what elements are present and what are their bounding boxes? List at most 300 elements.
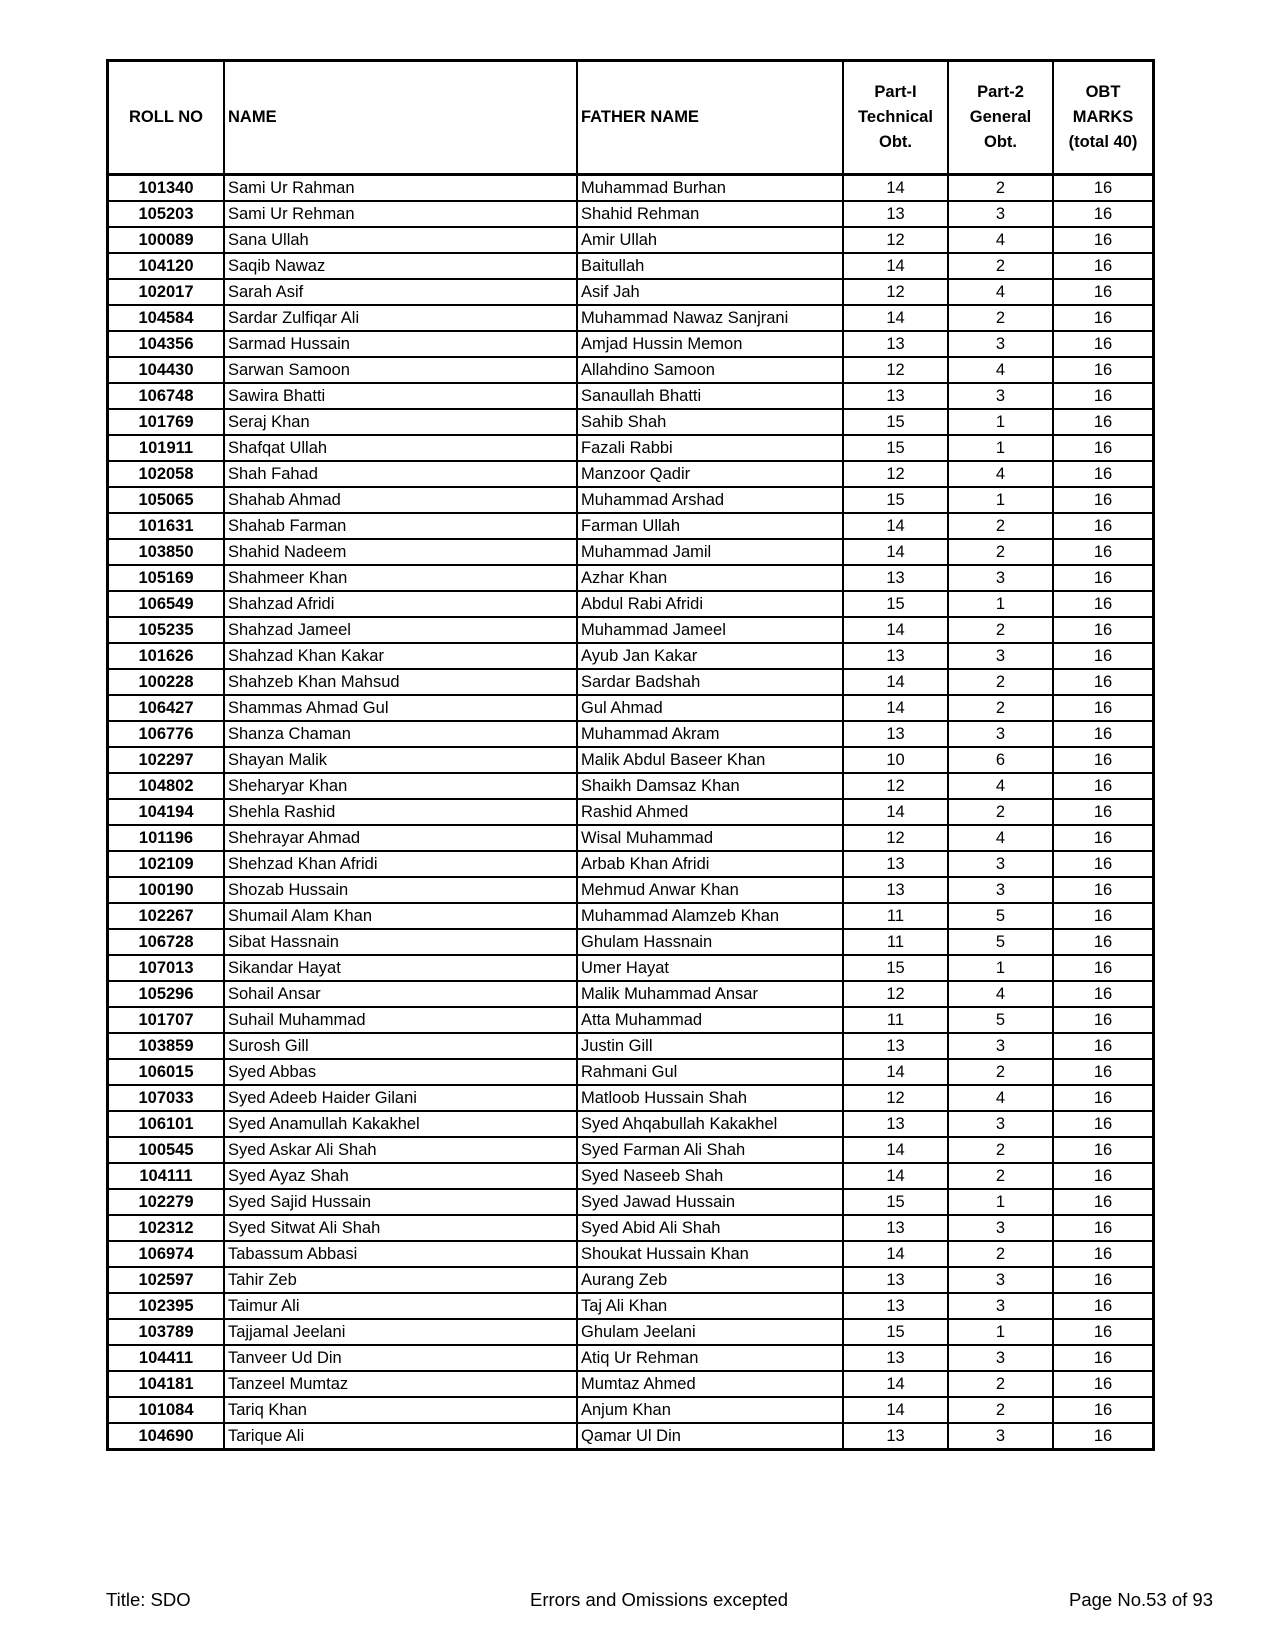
cell-part1-technical: 15 xyxy=(843,1319,948,1345)
cell-name: Sami Ur Rehman xyxy=(224,201,577,227)
cell-father-name: Muhammad Jameel xyxy=(577,617,843,643)
cell-father-name: Amjad Hussin Memon xyxy=(577,331,843,357)
cell-part1-technical: 14 xyxy=(843,1397,948,1423)
table-row xyxy=(108,1371,1154,1397)
cell-name: Syed Anamullah Kakakhel xyxy=(224,1111,577,1137)
header-part1-line: Part-I xyxy=(874,83,917,101)
cell-father-name: Muhammad Akram xyxy=(577,721,843,747)
cell-roll-no: 102312 xyxy=(108,1215,225,1241)
cell-part2-general: 1 xyxy=(948,487,1053,513)
table-row xyxy=(108,279,1154,305)
cell-part2-general: 4 xyxy=(948,357,1053,383)
table-row xyxy=(108,409,1154,435)
header-roll-no: ROLL NO xyxy=(108,61,225,175)
cell-father-name: Malik Muhammad Ansar xyxy=(577,981,843,1007)
table-row xyxy=(108,305,1154,331)
table-row xyxy=(108,1319,1154,1345)
cell-father-name: Rashid Ahmed xyxy=(577,799,843,825)
cell-roll-no: 101626 xyxy=(108,643,225,669)
cell-roll-no: 101911 xyxy=(108,435,225,461)
cell-part1-technical: 14 xyxy=(843,617,948,643)
cell-obt-marks: 16 xyxy=(1053,825,1154,851)
cell-name: Saqib Nawaz xyxy=(224,253,577,279)
table-row xyxy=(108,539,1154,565)
cell-father-name: Malik Abdul Baseer Khan xyxy=(577,747,843,773)
cell-roll-no: 104690 xyxy=(108,1423,225,1450)
cell-name: Syed Adeeb Haider Gilani xyxy=(224,1085,577,1111)
cell-obt-marks: 16 xyxy=(1053,383,1154,409)
header-part2-general xyxy=(948,61,1053,175)
cell-father-name: Umer Hayat xyxy=(577,955,843,981)
cell-obt-marks: 16 xyxy=(1053,487,1154,513)
cell-part1-technical: 14 xyxy=(843,1163,948,1189)
cell-roll-no: 101707 xyxy=(108,1007,225,1033)
cell-part1-technical: 11 xyxy=(843,929,948,955)
cell-part1-technical: 11 xyxy=(843,1007,948,1033)
table-row xyxy=(108,877,1154,903)
cell-part2-general: 3 xyxy=(948,383,1053,409)
cell-part1-technical: 13 xyxy=(843,1111,948,1137)
table-row xyxy=(108,1007,1154,1033)
cell-roll-no: 104194 xyxy=(108,799,225,825)
cell-father-name: Atiq Ur Rehman xyxy=(577,1345,843,1371)
cell-father-name: Rahmani Gul xyxy=(577,1059,843,1085)
cell-father-name: Muhammad Arshad xyxy=(577,487,843,513)
cell-obt-marks: 16 xyxy=(1053,461,1154,487)
cell-father-name: Ayub Jan Kakar xyxy=(577,643,843,669)
cell-father-name: Manzoor Qadir xyxy=(577,461,843,487)
cell-roll-no: 100190 xyxy=(108,877,225,903)
cell-name: Shahmeer Khan xyxy=(224,565,577,591)
cell-part2-general: 4 xyxy=(948,461,1053,487)
cell-father-name: Gul Ahmad xyxy=(577,695,843,721)
table-row xyxy=(108,1267,1154,1293)
table-row xyxy=(108,1345,1154,1371)
cell-roll-no: 103789 xyxy=(108,1319,225,1345)
cell-obt-marks: 16 xyxy=(1053,877,1154,903)
cell-father-name: Syed Jawad Hussain xyxy=(577,1189,843,1215)
table-row xyxy=(108,591,1154,617)
cell-name: Sheharyar Khan xyxy=(224,773,577,799)
cell-obt-marks: 16 xyxy=(1053,175,1154,202)
cell-roll-no: 105235 xyxy=(108,617,225,643)
table-row xyxy=(108,773,1154,799)
table-row xyxy=(108,825,1154,851)
cell-obt-marks: 16 xyxy=(1053,1059,1154,1085)
cell-roll-no: 104120 xyxy=(108,253,225,279)
cell-father-name: Asif Jah xyxy=(577,279,843,305)
table-row xyxy=(108,695,1154,721)
cell-father-name: Syed Ahqabullah Kakakhel xyxy=(577,1111,843,1137)
cell-part1-technical: 12 xyxy=(843,227,948,253)
cell-name: Shahzad Afridi xyxy=(224,591,577,617)
cell-obt-marks: 16 xyxy=(1053,1267,1154,1293)
cell-part2-general: 2 xyxy=(948,1397,1053,1423)
cell-name: Surosh Gill xyxy=(224,1033,577,1059)
cell-obt-marks: 16 xyxy=(1053,227,1154,253)
cell-obt-marks: 16 xyxy=(1053,539,1154,565)
cell-name: Shahab Ahmad xyxy=(224,487,577,513)
cell-roll-no: 105296 xyxy=(108,981,225,1007)
cell-part1-technical: 14 xyxy=(843,539,948,565)
table-row xyxy=(108,1293,1154,1319)
cell-part2-general: 3 xyxy=(948,1215,1053,1241)
cell-father-name: Taj Ali Khan xyxy=(577,1293,843,1319)
header-part2-line: Part-2 xyxy=(977,83,1024,101)
cell-roll-no: 102058 xyxy=(108,461,225,487)
cell-father-name: Justin Gill xyxy=(577,1033,843,1059)
table-row xyxy=(108,1111,1154,1137)
cell-roll-no: 101631 xyxy=(108,513,225,539)
header-part2-line: General xyxy=(969,108,1032,126)
cell-part1-technical: 12 xyxy=(843,357,948,383)
cell-father-name: Mehmud Anwar Khan xyxy=(577,877,843,903)
cell-part1-technical: 14 xyxy=(843,175,948,202)
cell-part2-general: 1 xyxy=(948,1319,1053,1345)
table-row xyxy=(108,929,1154,955)
cell-part1-technical: 13 xyxy=(843,383,948,409)
cell-part1-technical: 13 xyxy=(843,1423,948,1450)
cell-part2-general: 4 xyxy=(948,773,1053,799)
cell-obt-marks: 16 xyxy=(1053,929,1154,955)
cell-name: Shanza Chaman xyxy=(224,721,577,747)
table-row xyxy=(108,1215,1154,1241)
cell-roll-no: 103850 xyxy=(108,539,225,565)
cell-part1-technical: 13 xyxy=(843,643,948,669)
cell-part2-general: 1 xyxy=(948,591,1053,617)
cell-part1-technical: 13 xyxy=(843,565,948,591)
cell-name: Sana Ullah xyxy=(224,227,577,253)
cell-roll-no: 100089 xyxy=(108,227,225,253)
cell-part1-technical: 15 xyxy=(843,955,948,981)
cell-part2-general: 2 xyxy=(948,513,1053,539)
cell-father-name: Ghulam Hassnain xyxy=(577,929,843,955)
cell-father-name: Syed Naseeb Shah xyxy=(577,1163,843,1189)
table-row xyxy=(108,1423,1154,1450)
cell-roll-no: 104584 xyxy=(108,305,225,331)
cell-father-name: Shahid Rehman xyxy=(577,201,843,227)
cell-father-name: Shaikh Damsaz Khan xyxy=(577,773,843,799)
table-row xyxy=(108,1085,1154,1111)
cell-roll-no: 106748 xyxy=(108,383,225,409)
cell-father-name: Atta Muhammad xyxy=(577,1007,843,1033)
footer-note: Errors and Omissions excepted xyxy=(530,1589,789,1610)
cell-father-name: Muhammad Nawaz Sanjrani xyxy=(577,305,843,331)
cell-part1-technical: 14 xyxy=(843,799,948,825)
cell-roll-no: 102109 xyxy=(108,851,225,877)
cell-part2-general: 1 xyxy=(948,435,1053,461)
cell-name: Shammas Ahmad Gul xyxy=(224,695,577,721)
cell-roll-no: 102279 xyxy=(108,1189,225,1215)
table-row xyxy=(108,461,1154,487)
cell-roll-no: 104181 xyxy=(108,1371,225,1397)
cell-part1-technical: 12 xyxy=(843,981,948,1007)
table-row xyxy=(108,903,1154,929)
cell-obt-marks: 16 xyxy=(1053,669,1154,695)
cell-obt-marks: 16 xyxy=(1053,253,1154,279)
table-row xyxy=(108,799,1154,825)
cell-father-name: Arbab Khan Afridi xyxy=(577,851,843,877)
cell-obt-marks: 16 xyxy=(1053,331,1154,357)
cell-name: Syed Abbas xyxy=(224,1059,577,1085)
cell-part1-technical: 13 xyxy=(843,1267,948,1293)
cell-part2-general: 5 xyxy=(948,1007,1053,1033)
cell-roll-no: 107033 xyxy=(108,1085,225,1111)
cell-part1-technical: 14 xyxy=(843,1241,948,1267)
cell-part1-technical: 13 xyxy=(843,1033,948,1059)
table-row xyxy=(108,617,1154,643)
cell-name: Shayan Malik xyxy=(224,747,577,773)
cell-part2-general: 2 xyxy=(948,175,1053,202)
cell-part2-general: 3 xyxy=(948,1033,1053,1059)
cell-obt-marks: 16 xyxy=(1053,1163,1154,1189)
table-row xyxy=(108,513,1154,539)
cell-obt-marks: 16 xyxy=(1053,1189,1154,1215)
table-row xyxy=(108,357,1154,383)
cell-obt-marks: 16 xyxy=(1053,201,1154,227)
cell-roll-no: 106427 xyxy=(108,695,225,721)
cell-name: Sikandar Hayat xyxy=(224,955,577,981)
cell-part2-general: 3 xyxy=(948,1293,1053,1319)
cell-part2-general: 3 xyxy=(948,1345,1053,1371)
cell-father-name: Allahdino Samoon xyxy=(577,357,843,383)
cell-obt-marks: 16 xyxy=(1053,565,1154,591)
cell-obt-marks: 16 xyxy=(1053,1137,1154,1163)
cell-father-name: Syed Abid Ali Shah xyxy=(577,1215,843,1241)
cell-roll-no: 100545 xyxy=(108,1137,225,1163)
table-row xyxy=(108,175,1154,202)
table-row xyxy=(108,1189,1154,1215)
cell-name: Sawira Bhatti xyxy=(224,383,577,409)
results-table xyxy=(106,59,1155,1451)
cell-name: Syed Sitwat Ali Shah xyxy=(224,1215,577,1241)
cell-obt-marks: 16 xyxy=(1053,955,1154,981)
cell-roll-no: 102267 xyxy=(108,903,225,929)
cell-part1-technical: 13 xyxy=(843,1345,948,1371)
cell-name: Sami Ur Rahman xyxy=(224,175,577,202)
cell-part2-general: 3 xyxy=(948,1111,1053,1137)
cell-part1-technical: 14 xyxy=(843,305,948,331)
table-row xyxy=(108,721,1154,747)
cell-name: Shafqat Ullah xyxy=(224,435,577,461)
cell-part1-technical: 14 xyxy=(843,1371,948,1397)
cell-name: Shahzad Khan Kakar xyxy=(224,643,577,669)
cell-part1-technical: 10 xyxy=(843,747,948,773)
cell-part2-general: 3 xyxy=(948,1267,1053,1293)
cell-part1-technical: 15 xyxy=(843,435,948,461)
cell-roll-no: 104802 xyxy=(108,773,225,799)
table-row xyxy=(108,487,1154,513)
header-row xyxy=(108,61,1154,175)
cell-name: Tahir Zeb xyxy=(224,1267,577,1293)
cell-father-name: Qamar Ul Din xyxy=(577,1423,843,1450)
cell-name: Shah Fahad xyxy=(224,461,577,487)
cell-name: Sibat Hassnain xyxy=(224,929,577,955)
cell-father-name: Wisal Muhammad xyxy=(577,825,843,851)
header-part1-technical xyxy=(843,61,948,175)
cell-part2-general: 2 xyxy=(948,669,1053,695)
cell-obt-marks: 16 xyxy=(1053,1033,1154,1059)
cell-father-name: Sanaullah Bhatti xyxy=(577,383,843,409)
cell-obt-marks: 16 xyxy=(1053,591,1154,617)
table-row xyxy=(108,851,1154,877)
cell-father-name: Azhar Khan xyxy=(577,565,843,591)
table-row xyxy=(108,1059,1154,1085)
cell-father-name: Ghulam Jeelani xyxy=(577,1319,843,1345)
cell-obt-marks: 16 xyxy=(1053,1007,1154,1033)
cell-roll-no: 105203 xyxy=(108,201,225,227)
cell-roll-no: 103859 xyxy=(108,1033,225,1059)
cell-part1-technical: 14 xyxy=(843,695,948,721)
header-father-name: FATHER NAME xyxy=(577,61,843,175)
cell-obt-marks: 16 xyxy=(1053,279,1154,305)
cell-obt-marks: 16 xyxy=(1053,357,1154,383)
cell-part2-general: 2 xyxy=(948,617,1053,643)
cell-obt-marks: 16 xyxy=(1053,1345,1154,1371)
cell-part2-general: 2 xyxy=(948,253,1053,279)
cell-father-name: Farman Ullah xyxy=(577,513,843,539)
cell-name: Shahzeb Khan Mahsud xyxy=(224,669,577,695)
cell-part2-general: 3 xyxy=(948,565,1053,591)
footer-page-number: Page No.53 of 93 xyxy=(1069,1589,1213,1610)
cell-name: Taimur Ali xyxy=(224,1293,577,1319)
cell-name: Shumail Alam Khan xyxy=(224,903,577,929)
cell-roll-no: 102597 xyxy=(108,1267,225,1293)
cell-part2-general: 4 xyxy=(948,981,1053,1007)
cell-part1-technical: 13 xyxy=(843,877,948,903)
cell-father-name: Amir Ullah xyxy=(577,227,843,253)
cell-part1-technical: 15 xyxy=(843,591,948,617)
cell-name: Tanveer Ud Din xyxy=(224,1345,577,1371)
cell-roll-no: 106549 xyxy=(108,591,225,617)
footer-title: Title: SDO xyxy=(106,1589,191,1610)
cell-roll-no: 106776 xyxy=(108,721,225,747)
cell-roll-no: 106101 xyxy=(108,1111,225,1137)
cell-part1-technical: 15 xyxy=(843,487,948,513)
cell-obt-marks: 16 xyxy=(1053,851,1154,877)
cell-father-name: Muhammad Jamil xyxy=(577,539,843,565)
cell-obt-marks: 16 xyxy=(1053,721,1154,747)
cell-part1-technical: 11 xyxy=(843,903,948,929)
cell-part2-general: 4 xyxy=(948,825,1053,851)
cell-name: Shahab Farman xyxy=(224,513,577,539)
cell-part2-general: 3 xyxy=(948,721,1053,747)
cell-father-name: Shoukat Hussain Khan xyxy=(577,1241,843,1267)
cell-part1-technical: 14 xyxy=(843,1059,948,1085)
cell-name: Syed Sajid Hussain xyxy=(224,1189,577,1215)
cell-father-name: Sahib Shah xyxy=(577,409,843,435)
cell-father-name: Mumtaz Ahmed xyxy=(577,1371,843,1397)
cell-part1-technical: 12 xyxy=(843,825,948,851)
cell-part2-general: 2 xyxy=(948,799,1053,825)
header-name: NAME xyxy=(224,61,577,175)
cell-part2-general: 1 xyxy=(948,955,1053,981)
cell-name: Shehla Rashid xyxy=(224,799,577,825)
cell-obt-marks: 16 xyxy=(1053,643,1154,669)
cell-part1-technical: 13 xyxy=(843,851,948,877)
cell-name: Sarah Asif xyxy=(224,279,577,305)
cell-part2-general: 6 xyxy=(948,747,1053,773)
cell-part2-general: 2 xyxy=(948,305,1053,331)
table-row xyxy=(108,1033,1154,1059)
cell-part1-technical: 14 xyxy=(843,513,948,539)
cell-roll-no: 102395 xyxy=(108,1293,225,1319)
cell-part2-general: 5 xyxy=(948,929,1053,955)
cell-roll-no: 102297 xyxy=(108,747,225,773)
cell-part1-technical: 13 xyxy=(843,201,948,227)
cell-name: Seraj Khan xyxy=(224,409,577,435)
cell-name: Tariq Khan xyxy=(224,1397,577,1423)
cell-roll-no: 106974 xyxy=(108,1241,225,1267)
cell-part1-technical: 12 xyxy=(843,773,948,799)
cell-part2-general: 3 xyxy=(948,1423,1053,1450)
cell-name: Suhail Muhammad xyxy=(224,1007,577,1033)
cell-part2-general: 3 xyxy=(948,201,1053,227)
cell-part1-technical: 15 xyxy=(843,1189,948,1215)
table-body xyxy=(108,175,1154,1450)
cell-part2-general: 1 xyxy=(948,1189,1053,1215)
cell-father-name: Matloob Hussain Shah xyxy=(577,1085,843,1111)
cell-part2-general: 5 xyxy=(948,903,1053,929)
cell-father-name: Abdul Rabi Afridi xyxy=(577,591,843,617)
cell-roll-no: 101769 xyxy=(108,409,225,435)
cell-name: Syed Ayaz Shah xyxy=(224,1163,577,1189)
cell-roll-no: 100228 xyxy=(108,669,225,695)
cell-part2-general: 3 xyxy=(948,643,1053,669)
cell-name: Sardar Zulfiqar Ali xyxy=(224,305,577,331)
table-row xyxy=(108,565,1154,591)
cell-name: Shahid Nadeem xyxy=(224,539,577,565)
cell-father-name: Baitullah xyxy=(577,253,843,279)
cell-father-name: Aurang Zeb xyxy=(577,1267,843,1293)
cell-name: Tarique Ali xyxy=(224,1423,577,1450)
cell-part1-technical: 13 xyxy=(843,1293,948,1319)
cell-part2-general: 4 xyxy=(948,227,1053,253)
cell-father-name: Fazali Rabbi xyxy=(577,435,843,461)
cell-name: Sarwan Samoon xyxy=(224,357,577,383)
cell-part2-general: 3 xyxy=(948,851,1053,877)
cell-roll-no: 106728 xyxy=(108,929,225,955)
cell-part1-technical: 15 xyxy=(843,409,948,435)
cell-roll-no: 105065 xyxy=(108,487,225,513)
table-row xyxy=(108,201,1154,227)
cell-part2-general: 2 xyxy=(948,539,1053,565)
cell-obt-marks: 16 xyxy=(1053,747,1154,773)
table-row xyxy=(108,227,1154,253)
cell-obt-marks: 16 xyxy=(1053,903,1154,929)
cell-name: Shozab Hussain xyxy=(224,877,577,903)
cell-roll-no: 105169 xyxy=(108,565,225,591)
header-obt-line: MARKS xyxy=(1072,108,1134,126)
cell-part2-general: 4 xyxy=(948,279,1053,305)
cell-obt-marks: 16 xyxy=(1053,1085,1154,1111)
table-row xyxy=(108,955,1154,981)
header-obt-line: (total 40) xyxy=(1068,133,1138,151)
cell-part2-general: 2 xyxy=(948,695,1053,721)
table-row xyxy=(108,643,1154,669)
cell-name: Shehrayar Ahmad xyxy=(224,825,577,851)
cell-part1-technical: 13 xyxy=(843,1215,948,1241)
cell-father-name: Syed Farman Ali Shah xyxy=(577,1137,843,1163)
cell-obt-marks: 16 xyxy=(1053,1111,1154,1137)
cell-father-name: Muhammad Alamzeb Khan xyxy=(577,903,843,929)
table-row xyxy=(108,331,1154,357)
cell-name: Tabassum Abbasi xyxy=(224,1241,577,1267)
cell-obt-marks: 16 xyxy=(1053,1423,1154,1450)
cell-obt-marks: 16 xyxy=(1053,513,1154,539)
cell-part2-general: 2 xyxy=(948,1059,1053,1085)
cell-name: Shahzad Jameel xyxy=(224,617,577,643)
